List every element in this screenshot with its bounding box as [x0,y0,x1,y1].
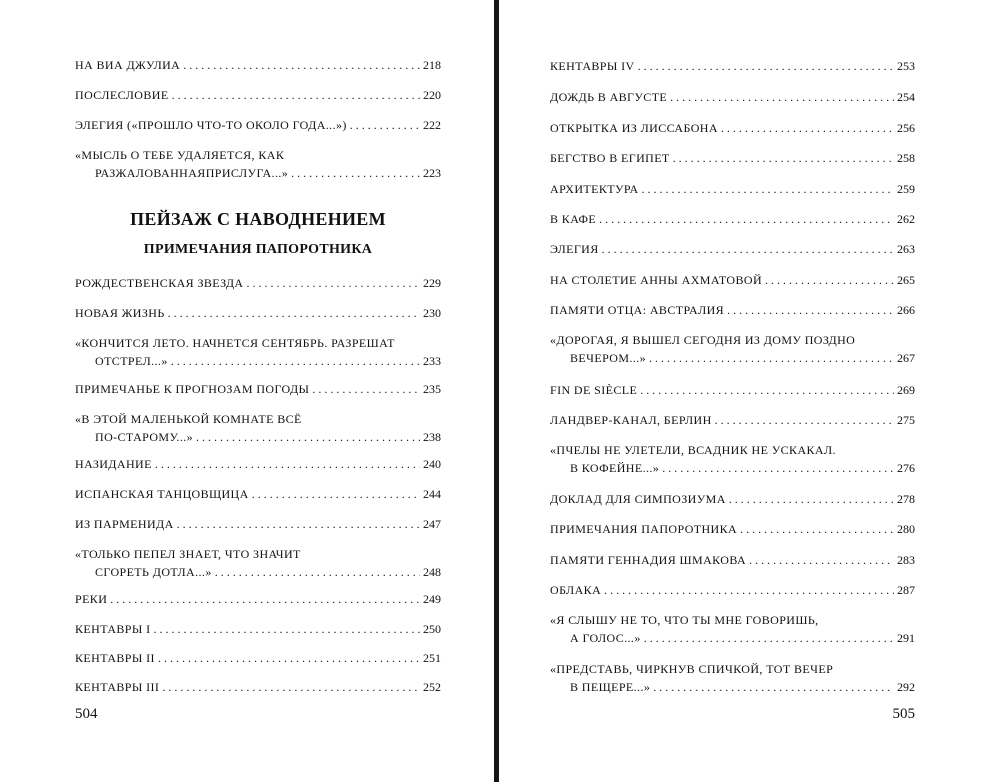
dot-leader [604,581,894,599]
toc-entry-row [75,649,441,667]
toc-entry[interactable] [75,116,441,134]
toc-entry-row [550,381,915,399]
dot-leader [168,304,420,322]
toc-entry-row [75,274,441,292]
dot-leader [158,649,420,667]
toc-entry-title: ПАМЯТИ ГЕННАДИЯ ШМАКОВА [550,553,747,567]
dot-leader [599,210,894,228]
toc-entry-row [550,411,915,429]
toc-entry-row [550,581,915,599]
toc-entry-title: ВЕЧЕРОМ...» [570,351,647,365]
toc-entry-page-number: 283 [897,553,915,567]
toc-entry-page-number: 233 [423,354,441,368]
dot-leader [640,381,894,399]
toc-entry-title-line: «ДОРОГАЯ, Я ВЫШЕЛ СЕГОДНЯ ИЗ ДОМУ ПОЗДНО [550,333,856,347]
toc-entry-title: КЕНТАВРЫ II [75,651,155,665]
toc-entry-title: ЭЛЕГИЯ [550,242,599,256]
toc-entry[interactable] [550,57,915,75]
toc-entry-row [550,119,915,137]
toc-entry-title-line: «Я СЛЫШУ НЕ ТО, ЧТО ТЫ МНЕ ГОВОРИШЬ, [550,613,819,627]
toc-entry-title: КЕНТАВРЫ IV [550,59,635,73]
dot-leader [715,411,894,429]
dot-leader [653,678,894,696]
dot-leader [749,551,894,569]
page-number-right: 505 [892,706,915,722]
dot-leader [740,520,894,538]
toc-entry-row [550,678,915,696]
toc-entry[interactable] [550,490,915,508]
toc-entry-row [75,620,441,638]
dot-leader [155,455,420,473]
toc-entry[interactable] [550,210,915,228]
toc-entry-title: КЕНТАВРЫ III [75,680,160,694]
toc-entry-row [75,380,441,398]
toc-entry[interactable] [550,551,915,569]
toc-entry-page-number: 262 [897,212,915,226]
toc-entry[interactable] [75,146,441,182]
toc-entry-row [550,459,915,477]
toc-entry-title-line: «ПРЕДСТАВЬ, ЧИРКНУВ СПИЧКОЙ, ТОТ ВЕЧЕР [550,662,834,676]
dot-leader [252,485,420,503]
dot-leader [162,678,420,696]
toc-entry-page-number: 267 [897,351,915,365]
toc-entry-title: НА СТОЛЕТИЕ АННЫ АХМАТОВОЙ [550,273,763,287]
toc-entry-title: КЕНТАВРЫ I [75,622,151,636]
toc-entry-row [75,352,441,370]
toc-entry-page-number: 218 [423,58,441,72]
toc-entry-title: ОБЛАКА [550,583,602,597]
toc-entry[interactable] [550,581,915,599]
toc-entry-page-number: 278 [897,492,915,506]
toc-entry-title: В ПЕЩЕРЕ...» [570,680,651,694]
dot-leader [183,56,420,74]
dot-leader [729,490,894,508]
toc-entry-page-number: 240 [423,457,441,471]
dot-leader [727,301,894,319]
dot-leader [765,271,894,289]
toc-entry-page-number: 230 [423,306,441,320]
toc-entry[interactable] [75,620,441,638]
toc-entry-title-line: «МЫСЛЬ О ТЕБЕ УДАЛЯЕТСЯ, КАК [75,148,285,162]
toc-entry-page-number: 250 [423,622,441,636]
toc-entry-row [75,56,441,74]
toc-entry-page-number: 252 [423,680,441,694]
toc-entry[interactable] [75,410,441,446]
toc-entry-title: БЕГСТВО В ЕГИПЕТ [550,151,670,165]
toc-entry-row [550,520,915,538]
toc-entry-row [75,116,441,134]
toc-entry-page-number: 292 [897,680,915,694]
toc-entry-title: ДОЖДЬ В АВГУСТЕ [550,90,668,104]
toc-entry-page-number: 259 [897,182,915,196]
toc-entry-row [550,57,915,75]
toc-entry-title-line: «В ЭТОЙ МАЛЕНЬКОЙ КОМНАТЕ ВСЁ [75,412,302,426]
toc-entry-title: РАЗЖАЛОВАННАЯПРИСЛУГА...» [95,166,289,180]
toc-entry[interactable] [75,678,441,696]
right-page [499,0,993,782]
toc-entry[interactable] [550,180,915,198]
toc-entry-title: В КОФЕЙНЕ...» [570,461,660,475]
dot-leader [649,349,894,367]
toc-entry-title: СГОРЕТЬ ДОТЛА...» [95,565,212,579]
toc-entry-title: ПОСЛЕСЛОВИЕ [75,88,169,102]
toc-entry-title: ПО-СТАРОМУ...» [95,430,194,444]
toc-entry[interactable] [75,380,441,398]
toc-entry-page-number: 247 [423,517,441,531]
toc-entry-row [550,551,915,569]
page-number-left: 504 [75,706,98,722]
toc-entry-page-number: 291 [897,631,915,645]
toc-entry-page-number: 229 [423,276,441,290]
toc-entry[interactable] [550,149,915,167]
dot-leader [110,590,420,608]
toc-entry-title: ОТКРЫТКА ИЗ ЛИССАБОНА [550,121,718,135]
toc-entry-row [550,240,915,258]
toc-entry-title: А ГОЛОС...» [570,631,641,645]
toc-entry[interactable] [75,304,441,322]
toc-entry-page-number: 220 [423,88,441,102]
dot-leader [662,459,894,477]
dot-leader [177,515,420,533]
dot-leader [644,629,894,647]
dot-leader [291,164,420,182]
toc-entry-page-number: 248 [423,565,441,579]
toc-entry-row [550,210,915,228]
toc-entry-row [75,455,441,473]
toc-entry-title-line: «ТОЛЬКО ПЕПЕЛ ЗНАЕТ, ЧТО ЗНАЧИТ [75,547,301,561]
dot-leader [670,88,894,106]
toc-entry-page-number: 280 [897,522,915,536]
toc-entry-row [550,88,915,106]
toc-entry-row [75,515,441,533]
toc-entry[interactable] [75,334,441,370]
toc-entry-row [550,629,915,647]
dot-leader [171,352,420,370]
toc-entry-row [550,149,915,167]
toc-entry[interactable] [550,119,915,137]
toc-entry-title: ИСПАНСКАЯ ТАНЦОВЩИЦА [75,487,249,501]
toc-entry-row [75,86,441,104]
toc-entry-page-number: 253 [897,59,915,73]
toc-entry-page-number: 238 [423,430,441,444]
toc-entry[interactable] [550,660,915,696]
toc-entry-page-number: 249 [423,592,441,606]
toc-entry[interactable] [75,274,441,292]
toc-entry[interactable] [550,240,915,258]
section-subtitle: ПРИМЕЧАНИЯ ПАПОРОТНИКА [143,242,373,257]
toc-entry-title: АРХИТЕКТУРА [550,182,639,196]
toc-entry-row [550,301,915,319]
toc-entry-title: FIN DE SIÈCLE [550,383,638,397]
toc-entry-page-number: 266 [897,303,915,317]
toc-entry[interactable] [75,86,441,104]
dot-leader [196,428,420,446]
toc-entry-title: ИЗ ПАРМЕНИДА [75,517,174,531]
toc-entry[interactable] [550,301,915,319]
toc-entry[interactable] [75,485,441,503]
toc-entry-row [550,490,915,508]
toc-entry-page-number: 254 [897,90,915,104]
toc-entry-row [550,180,915,198]
toc-entry[interactable] [550,331,915,367]
left-page [0,0,494,782]
toc-entry-page-number: 269 [897,383,915,397]
toc-entry-page-number: 258 [897,151,915,165]
toc-entry-title: ДОКЛАД ДЛЯ СИМПОЗИУМА [550,492,726,506]
toc-entry-page-number: 235 [423,382,441,396]
dot-leader [247,274,421,292]
toc-entry[interactable] [550,381,915,399]
toc-entry-title: НОВАЯ ЖИЗНЬ [75,306,165,320]
toc-entry-row [75,678,441,696]
dot-leader [642,180,894,198]
dot-leader [673,149,894,167]
toc-entry-title: ПРИМЕЧАНИЯ ПАПОРОТНИКА [550,522,738,536]
toc-entry-title: ЛАНДВЕР-КАНАЛ, БЕРЛИН [550,413,712,427]
toc-entry-page-number: 276 [897,461,915,475]
toc-entry-title: ОТСТРЕЛ...» [95,354,168,368]
toc-entry-title: ПРИМЕЧАНЬЕ К ПРОГНОЗАМ ПОГОДЫ [75,382,310,396]
dot-leader [721,119,894,137]
dot-leader [215,563,420,581]
toc-entry[interactable] [75,455,441,473]
toc-entry[interactable] [75,590,441,608]
toc-entry-title-line: «КОНЧИТСЯ ЛЕТО. НАЧНЕТСЯ СЕНТЯБРЬ. РАЗРЕШАТ [75,336,395,350]
toc-entry-title: НАЗИДАНИЕ [75,457,152,471]
section-title: ПЕЙЗАЖ С НАВОДНЕНИЕМ [130,209,386,229]
toc-entry-title: РЕКИ [75,592,108,606]
toc-entry-page-number: 263 [897,242,915,256]
toc-entry-page-number: 244 [423,487,441,501]
toc-entry-row [75,164,441,182]
toc-entry[interactable] [550,88,915,106]
toc-entry-row [75,428,441,446]
dot-leader [350,116,420,134]
toc-entry[interactable] [550,611,915,647]
dot-leader [172,86,420,104]
toc-entry-row [75,304,441,322]
dot-leader [312,380,420,398]
dot-leader [638,57,894,75]
dot-leader [154,620,420,638]
toc-entry-title: В КАФЕ [550,212,597,226]
toc-entry-row [550,271,915,289]
toc-entry[interactable] [75,649,441,667]
toc-entry-page-number: 251 [423,651,441,665]
toc-entry-page-number: 265 [897,273,915,287]
toc-entry[interactable] [550,520,915,538]
toc-entry[interactable] [550,441,915,477]
toc-entry-page-number: 222 [423,118,441,132]
toc-entry-page-number: 256 [897,121,915,135]
toc-entry[interactable] [75,515,441,533]
toc-entry[interactable] [550,411,915,429]
toc-entry[interactable] [75,56,441,74]
toc-entry[interactable] [75,545,441,581]
toc-entry-title: ЭЛЕГИЯ («ПРОШЛО ЧТО-ТО ОКОЛО ГОДА...») [75,118,347,132]
toc-entry-page-number: 223 [423,166,441,180]
toc-entry-title: РОЖДЕСТВЕНСКАЯ ЗВЕЗДА [75,276,244,290]
toc-entry-title-line: «ПЧЕЛЫ НЕ УЛЕТЕЛИ, ВСАДНИК НЕ УСКАКАЛ. [550,443,836,457]
toc-entry-row [550,349,915,367]
toc-entry-page-number: 275 [897,413,915,427]
toc-entry-row [75,485,441,503]
dot-leader [602,240,894,258]
toc-entry-page-number: 287 [897,583,915,597]
toc-entry-title: НА ВИА ДЖУЛИА [75,58,181,72]
toc-entry-title: ПАМЯТИ ОТЦА: АВСТРАЛИЯ [550,303,725,317]
toc-entry[interactable] [550,271,915,289]
toc-entry-row [75,590,441,608]
toc-entry-row [75,563,441,581]
